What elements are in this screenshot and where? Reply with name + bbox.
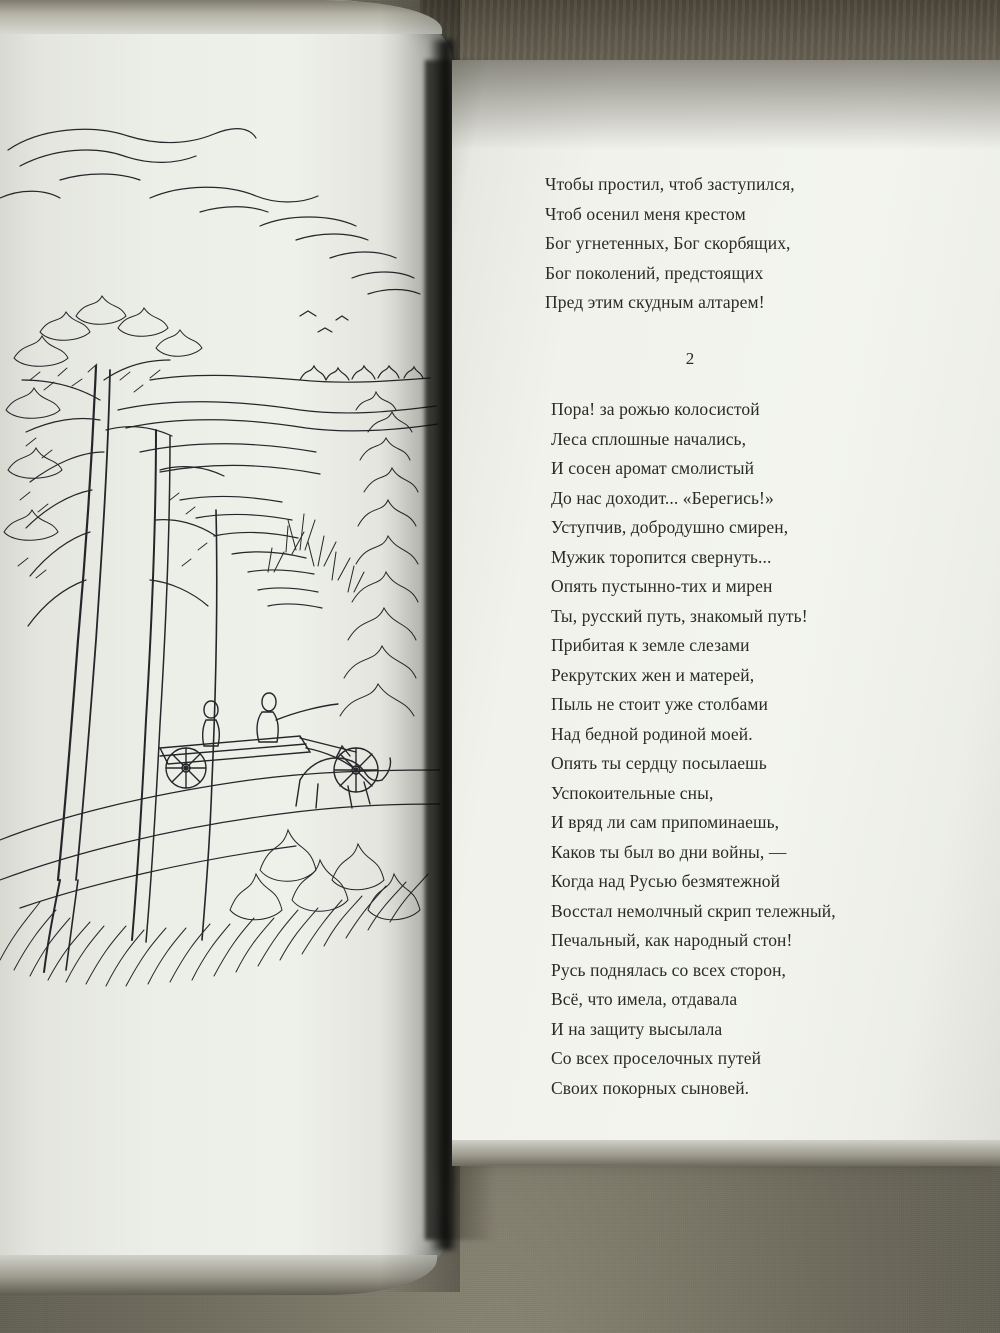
poem-line: И сосен аромат смолистый [551, 458, 755, 478]
poem-line: Уступчив, добродушно смирен, [551, 517, 789, 537]
poem-line: Всё, что имела, отдавала [551, 989, 738, 1009]
right-page-top-shadow [452, 60, 1000, 150]
poem-line: Со всех проселочных путей [551, 1048, 762, 1068]
poem-text-column [545, 170, 945, 1103]
poem-line: Печальный, как народный стон! [551, 930, 793, 950]
left-page-bottom-edge [0, 1255, 437, 1295]
illustration-river-landscape [0, 80, 440, 1000]
poem-line: Ты, русский путь, знакомый путь! [551, 605, 808, 626]
left-page-top-edge [0, 0, 442, 34]
poem-line: Восстал немолчный скрип тележный, [551, 900, 836, 921]
stanza-first [545, 170, 945, 318]
poem-line: Опять пустынно-тих и мирен [551, 576, 773, 596]
poem-line: Леса сплошные начались, [551, 428, 747, 449]
poem-line: Пора! за рожью колосистой [551, 399, 760, 419]
poem-line: Пред этим скудным алтарем! [545, 292, 765, 312]
poem-line: И вряд ли сам припоминаешь, [551, 812, 780, 832]
poem-line: Прибитая к земле слезами [551, 635, 750, 655]
poem-line: До нас доходит... «Берегись!» [551, 487, 774, 508]
poem-line: Опять ты сердцу посылаешь [551, 753, 767, 773]
poem-line: И на защиту высылала [551, 1018, 723, 1039]
poem-line: Каков ты был во дни войны, — [551, 841, 787, 862]
poem-line: Рекрутских жен и матерей, [551, 664, 755, 685]
stanza-second [551, 395, 945, 1103]
poem-line: Своих покорных сыновей. [551, 1077, 750, 1098]
poem-line: Успокоительные сны, [551, 782, 714, 803]
poem-line: Когда над Русью безмятежной [551, 871, 781, 891]
poem-line: Чтоб осенил меня крестом [545, 203, 746, 224]
poem-line: Чтобы простил, чтоб заступился, [545, 174, 795, 194]
poem-line: Бог угнетенных, Бог скорбящих, [545, 233, 791, 253]
poem-line: Мужик торопится свернуть... [551, 546, 772, 567]
poem-line: Русь поднялась со всех сторон, [551, 959, 787, 980]
poem-line: Над бедной родиной моей. [551, 723, 753, 744]
poem-line: Бог поколений, предстоящих [545, 262, 764, 283]
section-number: 2 [685, 348, 695, 368]
right-page-bottom-edge [452, 1140, 1000, 1166]
poem-line: Пыль не стоит уже столбами [551, 694, 768, 714]
